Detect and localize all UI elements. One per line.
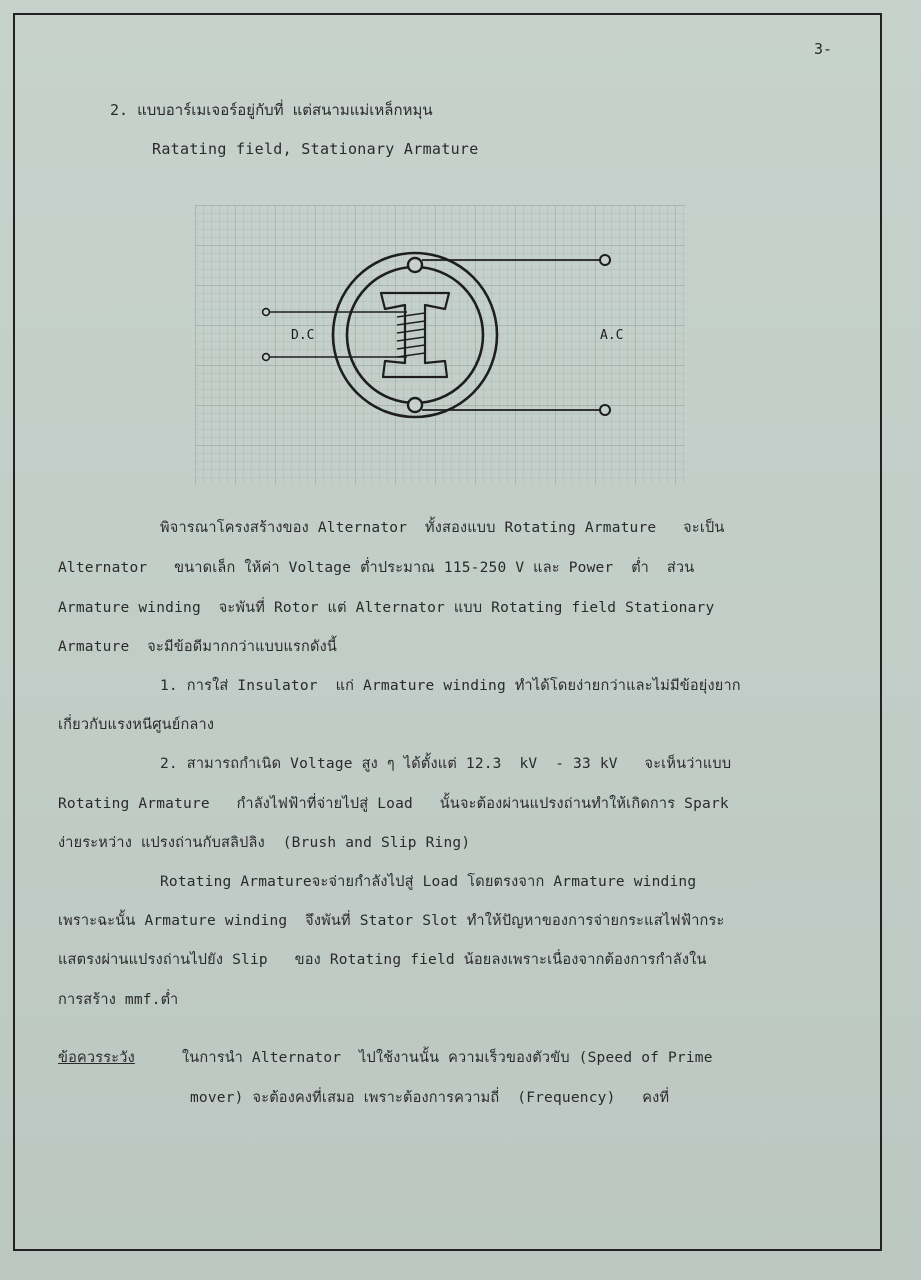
- list-item-line: เกี่ยวกับแรงหนีศูนย์กลาง: [58, 717, 215, 733]
- caution-line: mover) จะต้องคงที่เสมอ เพราะต้องการความถี่ (Frequency) คงที่: [190, 1090, 670, 1106]
- section-subheading: Ratating field, Stationary Armature: [152, 140, 479, 158]
- slip-ring-top: [408, 258, 422, 272]
- paragraph-line: Armature จะมีข้อดีมากกว่าแบบแรกดังนี้: [58, 639, 337, 655]
- paragraph-line: แสตรงผ่านแปรงถ่านไปยัง Slip ของ Rotating field น้อยลงเพราะเนื่องจากต้องการกำลังใน: [58, 952, 707, 968]
- slip-ring-bottom: [408, 398, 422, 412]
- list-item-line: 2. สามารถกำเนิด Voltage สูง ๆ ได้ตั้งแต่ 12.3 kV - 33 kV จะเห็นว่าแบบ: [160, 756, 732, 772]
- section-heading: 2. แบบอาร์เมเจอร์อยู่กับที่ แต่สนามแม่เหล็กหมุน: [110, 101, 433, 119]
- ac-terminal-bottom: [600, 405, 610, 415]
- ac-label: A.C: [600, 328, 624, 343]
- caution-line: ในการนำ Alternator ไปใช้งานนั้น ความเร็วของตัวขับ (Speed of Prime: [182, 1050, 713, 1066]
- paragraph-line: Alternator ขนาดเล็ก ให้ค่า Voltage ต่ำประมาณ 115-250 V และ Power ต่ำ ส่วน: [58, 560, 695, 576]
- paragraph-line: Rotating Armatureจะจ่ายกำลังไปสู่ Load โดยตรงจาก Armature winding: [160, 874, 697, 890]
- dc-label: D.C: [291, 328, 315, 343]
- alternator-diagram: [195, 205, 685, 485]
- graph-paper-grid: [195, 205, 685, 485]
- paragraph-line: พิจารณาโครงสร้างของ Alternator ทั้งสองแบบ Rotating Armature จะเป็น: [160, 520, 725, 536]
- dc-terminal-top: [263, 309, 270, 316]
- paragraph-line: Armature winding จะพันที่ Rotor แต่ Alternator แบบ Rotating field Stationary: [58, 600, 715, 616]
- list-item-line: Rotating Armature กำลังไฟฟ้าที่จ่ายไปสู่ Load นั้นจะต้องผ่านแปรงถ่านทำให้เกิดการ Spark: [58, 796, 729, 812]
- page-number: 3-: [814, 40, 833, 58]
- list-item-line: ง่ายระหว่าง แปรงถ่านกับสลิปลิง (Brush and Slip Ring): [58, 835, 471, 851]
- dc-terminal-bottom: [263, 354, 270, 361]
- ac-terminal-top: [600, 255, 610, 265]
- paragraph-line: การสร้าง mmf.ต่ำ: [58, 992, 179, 1008]
- paragraph-line: เพราะฉะนั้น Armature winding จึงพันที่ Stator Slot ทำให้ปัญหาของการจ่ายกระแสไฟฟ้ากระ: [58, 913, 725, 929]
- list-item-line: 1. การใส่ Insulator แก่ Armature winding ทำได้โดยง่ายกว่าและไม่มีข้อยุ่งยาก: [160, 678, 741, 694]
- caution-label: ข้อควรระวัง: [58, 1050, 135, 1066]
